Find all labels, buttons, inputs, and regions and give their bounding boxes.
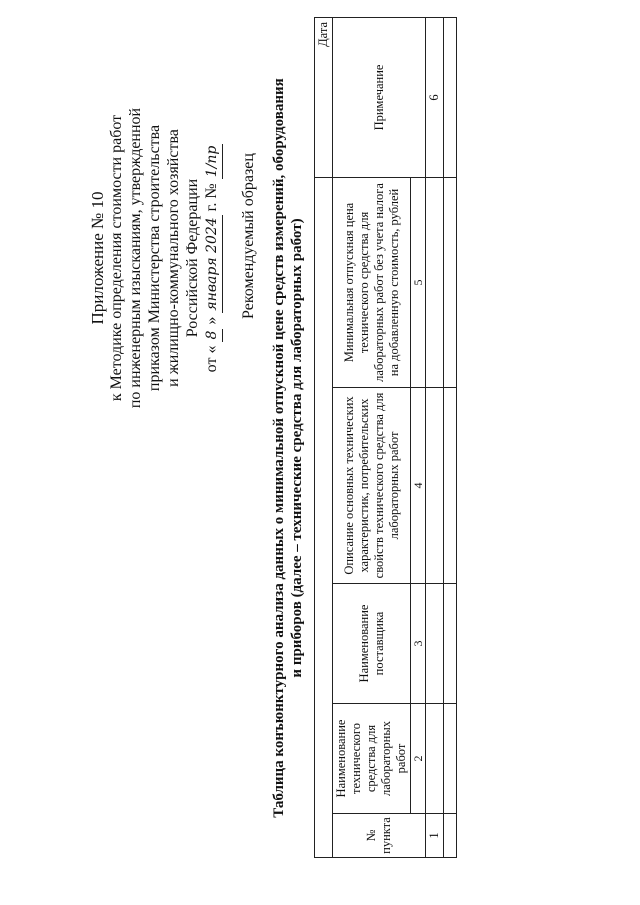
table-row (426, 17, 444, 857)
table-cell (426, 704, 444, 814)
table-cell-note: 6 (426, 17, 444, 177)
title-line-2: и приборов (далее – технические средства для лабораторных работ) (289, 218, 305, 678)
table-row (444, 17, 457, 857)
date-suffix: г. № (203, 183, 220, 212)
appendix-line-4: и жилищно-коммунального хозяйства (165, 129, 182, 387)
date-mid: » (203, 316, 220, 325)
table-cell (444, 388, 457, 584)
appendix-date-line (202, 18, 223, 498)
sample-label: Рекомендуемый образец (240, 153, 257, 319)
date-label: Дата (315, 17, 333, 177)
column-number: 4 (411, 388, 426, 584)
table-cell (444, 177, 457, 387)
title-line-1: Таблица конъюнктурного анализа данных о минимальной отпускной цене средств измерений, оборудования (271, 78, 287, 818)
column-number: 3 (411, 584, 426, 704)
date-day: 8 (203, 329, 223, 342)
appendix-line-5: Российской Федерации (184, 178, 201, 338)
appendix-number: Приложение № 10 (88, 191, 107, 325)
table-cell (444, 704, 457, 814)
rotated-content (8, 8, 638, 898)
header-row (333, 17, 411, 857)
table-cell: 1 (426, 814, 444, 858)
table-title (270, 8, 306, 888)
header-description: Описание основных технических характеристик, потребительских свойств технического средства для лабораторных работ (333, 388, 411, 584)
date-month-year: января 2024 (203, 215, 223, 312)
column-number: 5 (411, 177, 426, 387)
date-row (315, 17, 333, 857)
appendix-line-2: по инженерным изысканиям, утвержденной (127, 107, 144, 409)
column-number: 2 (411, 704, 426, 814)
appendix-line-3: приказом Министерства строительства (146, 124, 163, 392)
header-supplier-name: Наименование поставщика (333, 584, 411, 704)
table-cell (426, 388, 444, 584)
table-cell (426, 584, 444, 704)
header-note: Примечание (333, 17, 426, 177)
header-item-number: № пункта (333, 814, 426, 858)
order-number: 1/пр (203, 144, 223, 180)
table-cell (444, 814, 457, 858)
header-min-price: Минимальная отпускная цена технического средства для лабораторных работ без учета налога на добавленную стоимость, рублей (333, 177, 411, 387)
appendix-line-1: к Методике определения стоимости работ (108, 114, 125, 402)
appendix-block (88, 18, 223, 498)
date-prefix: от « (203, 345, 220, 373)
table-cell (444, 584, 457, 704)
table-cell (426, 177, 444, 387)
analysis-table (314, 17, 457, 858)
table-cell (444, 17, 457, 177)
header-equipment-name: Наименование технического средства для лабораторных работ (333, 704, 411, 814)
date-row-spacer (315, 177, 333, 857)
